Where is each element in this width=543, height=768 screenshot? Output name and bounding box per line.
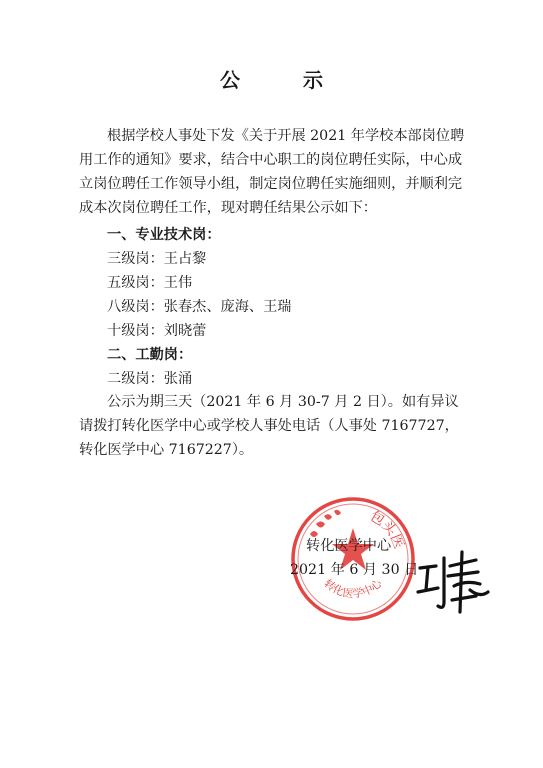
list-item: 三级岗：王占黎 [107, 251, 207, 267]
section-heading-service: 二、工勤岗： [107, 347, 193, 363]
section-heading-professional: 一、专业技术岗： [107, 227, 221, 243]
seal-bottom-text: 转化医学中心 [321, 576, 385, 601]
notice-period-paragraph: 公示为期三天（2021 年 6 月 30-7 月 2 日）。如有异议请拨打转化医学中心或学校人事处电话（人事处 7167727，转化医学中心 7167227）。 [79, 394, 459, 458]
intro-paragraph: 根据学校人事处下发《关于开展 2021 年学校本部岗位聘用工作的通知》要求，结合中心职工的岗位聘任实际，中心成立岗位聘任工作领导小组，制定岗位聘任实施细则，并顺利完成本次岗位聘任工作，现对聘任结果公示如下： [79, 128, 465, 216]
document-title: 公 示 [220, 68, 351, 92]
list-item: 二级岗：张涌 [107, 371, 193, 387]
official-seal-icon [288, 494, 418, 624]
signing-date: 2021 年 6 月 30 日 [290, 562, 419, 578]
list-item: 五级岗：王伟 [107, 275, 193, 291]
list-item: 八级岗：张春杰、庞海、王瑞 [107, 299, 292, 315]
signing-organization: 转化医学中心 [306, 538, 392, 554]
handwritten-signature-icon [414, 546, 494, 616]
list-item: 十级岗：刘晓蕾 [107, 323, 207, 339]
seal-top-text: 包头医 [367, 508, 407, 552]
